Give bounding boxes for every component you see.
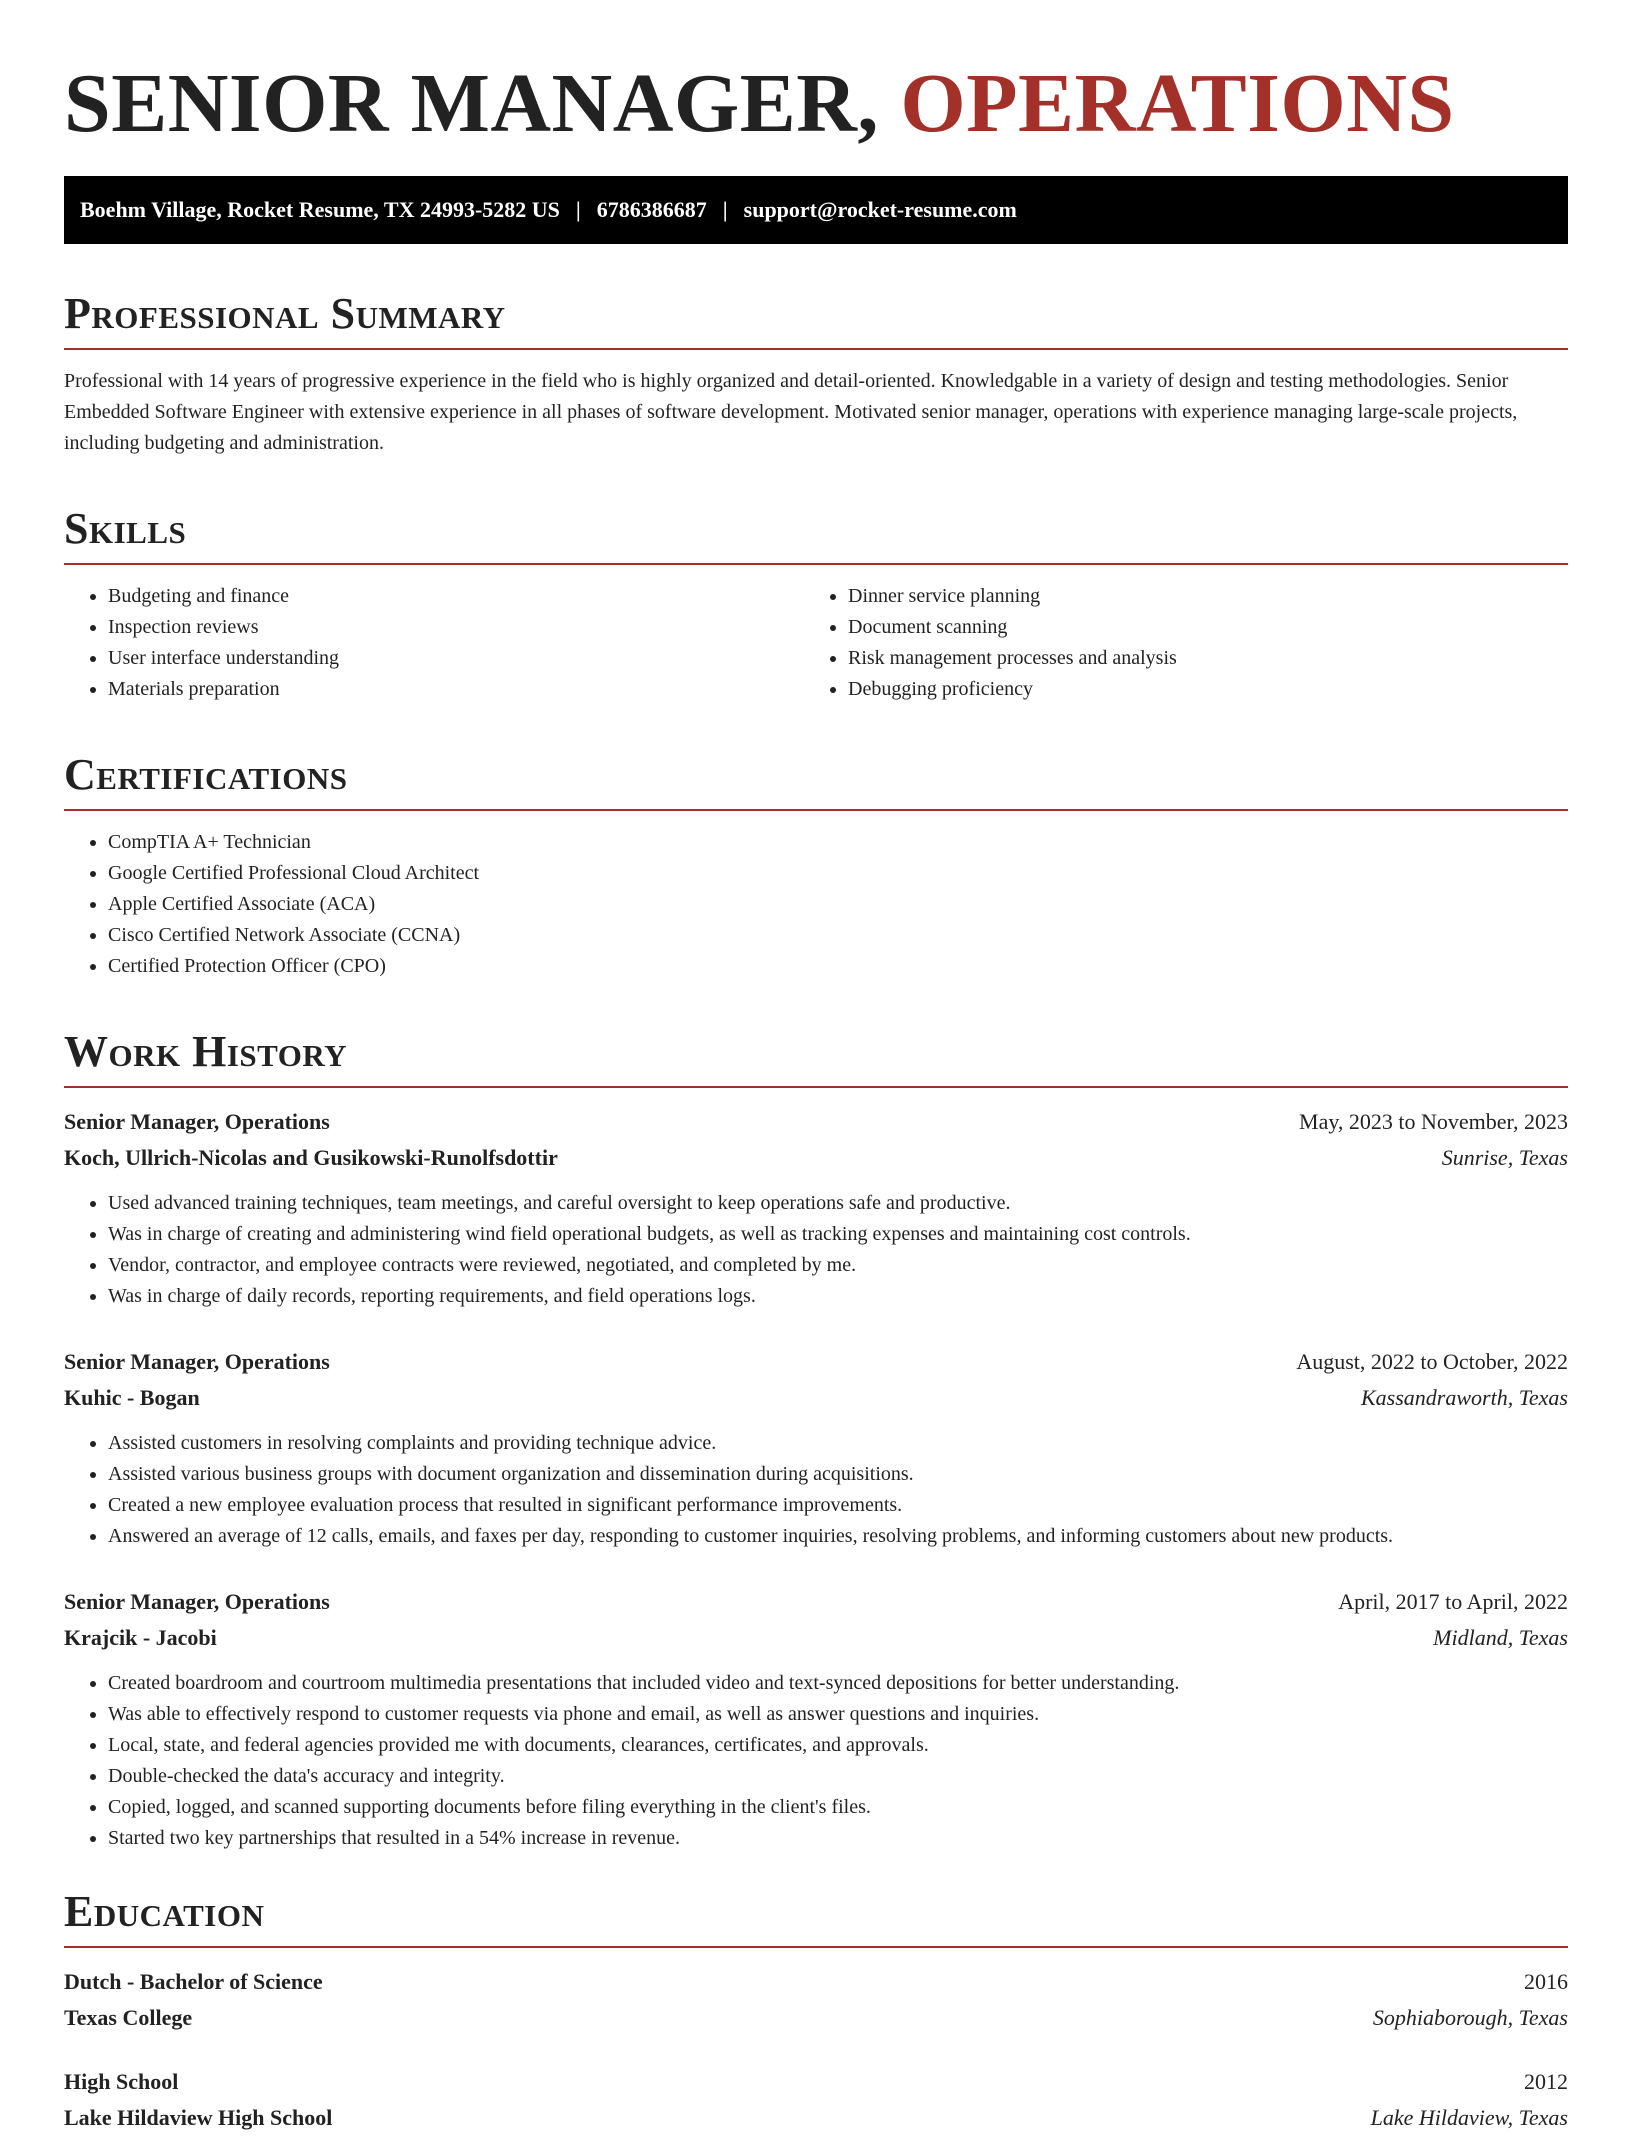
job-bullet: • Was able to effectively respond to customer requests via phone and email, as well as answer questions and inquiries. — [108, 1699, 1568, 1730]
certification-item: • Certified Protection Officer (CPO) — [108, 951, 1568, 982]
job-title: Senior Manager, Operations — [64, 1349, 330, 1374]
contact-separator: | — [722, 197, 728, 222]
contact-email: support@rocket-resume.com — [743, 197, 1017, 222]
job-dates: May, 2023 to November, 2023 — [1299, 1109, 1568, 1134]
skill-item: • Risk management processes and analysis — [848, 643, 1568, 674]
education-year: 2016 — [1524, 1969, 1568, 1994]
section-divider — [64, 563, 1568, 565]
skill-item: • Document scanning — [848, 612, 1568, 643]
work-history-heading: Work History — [64, 1027, 348, 1076]
job-bullet: • Assisted customers in resolving complaints and providing technique advice. — [108, 1428, 1568, 1459]
education-heading: Education — [64, 1887, 265, 1936]
skill-item: • Debugging proficiency — [848, 674, 1568, 705]
job-title: Senior Manager, Operations — [64, 1589, 330, 1614]
section-divider — [64, 348, 1568, 350]
skill-item: • Materials preparation — [108, 674, 804, 705]
job-entry — [64, 1344, 1568, 1552]
job-bullets — [64, 1428, 1568, 1552]
job-entry — [64, 1104, 1568, 1312]
title-accent: OPERATIONS — [900, 57, 1455, 150]
education-school: Lake Hildaview High School — [64, 2105, 333, 2130]
skill-item: • User interface understanding — [108, 643, 804, 674]
certification-item: • Apple Certified Associate (ACA) — [108, 889, 1568, 920]
job-location: Midland, Texas — [1433, 1625, 1568, 1650]
education-school-row — [64, 2000, 1568, 2036]
summary-text: Professional with 14 years of progressive experience in the field who is highly organized and detail-oriented. Knowledgable in a variety of design and testing methodologies. Senior Embedded Software Engineer with extensive experience in all phases of software development. Motivated senior manager, operations with experience managing large-scale projects, including budgeting and administration. — [64, 370, 1518, 454]
education-school-row — [64, 2100, 1568, 2136]
job-bullet: • Started two key partnerships that resulted in a 54% increase in revenue. — [108, 1823, 1568, 1854]
job-header-row — [64, 1104, 1568, 1140]
skills-grid — [64, 581, 1568, 705]
skills-list-right — [804, 581, 1568, 705]
education-section — [64, 1886, 1568, 2136]
education-entry — [64, 1964, 1568, 2036]
job-company: Kuhic - Bogan — [64, 1385, 200, 1410]
job-bullet: • Assisted various business groups with document organization and dissemination during acquisitions. — [108, 1459, 1568, 1490]
job-bullet: • Vendor, contractor, and employee contracts were reviewed, negotiated, and completed by me. — [108, 1250, 1568, 1281]
certifications-list — [64, 827, 1568, 982]
job-bullet: • Double-checked the data's accuracy and integrity. — [108, 1761, 1568, 1792]
job-company-row — [64, 1140, 1568, 1176]
skill-item: • Dinner service planning — [848, 581, 1568, 612]
certification-item: • CompTIA A+ Technician — [108, 827, 1568, 858]
job-bullet: • Used advanced training techniques, team meetings, and careful oversight to keep operations safe and productive. — [108, 1188, 1568, 1219]
job-company: Koch, Ullrich-Nicolas and Gusikowski-Runolfsdottir — [64, 1145, 558, 1170]
education-location: Sophiaborough, Texas — [1372, 2005, 1568, 2030]
job-bullet: • Created boardroom and courtroom multimedia presentations that included video and text-synced depositions for better understanding. — [108, 1668, 1568, 1699]
job-bullet: • Was in charge of creating and administering wind field operational budgets, as well as tracking expenses and maintaining cost controls. — [108, 1219, 1568, 1250]
job-bullets — [64, 1668, 1568, 1854]
job-bullet: • Answered an average of 12 calls, emails, and faxes per day, responding to customer inquiries, resolving problems, and informing customers about new products. — [108, 1521, 1568, 1552]
job-dates: August, 2022 to October, 2022 — [1296, 1349, 1568, 1374]
education-degree: Dutch - Bachelor of Science — [64, 1969, 323, 1994]
job-bullets — [64, 1188, 1568, 1312]
skill-item: • Budgeting and finance — [108, 581, 804, 612]
section-divider — [64, 1086, 1568, 1088]
section-divider — [64, 1946, 1568, 1948]
job-bullet: • Copied, logged, and scanned supporting documents before filing everything in the client's files. — [108, 1792, 1568, 1823]
contact-phone: 6786386687 — [596, 197, 707, 222]
job-bullet: • Created a new employee evaluation process that resulted in significant performance improvements. — [108, 1490, 1568, 1521]
contact-address: Boehm Village, Rocket Resume, TX 24993-5282 US — [80, 197, 560, 222]
education-school: Texas College — [64, 2005, 193, 2030]
job-entry — [64, 1584, 1568, 1854]
certifications-section — [64, 749, 1568, 982]
education-degree-row — [64, 2064, 1568, 2100]
job-dates: April, 2017 to April, 2022 — [1338, 1589, 1568, 1614]
contact-bar — [64, 176, 1568, 244]
education-year: 2012 — [1524, 2069, 1568, 2094]
skill-item: • Inspection reviews — [108, 612, 804, 643]
summary-section — [64, 288, 1568, 459]
certifications-heading: Certifications — [64, 750, 348, 799]
resume-title — [64, 56, 1568, 152]
summary-heading: Professional Summary — [64, 289, 506, 338]
job-bullet: • Was in charge of daily records, reporting requirements, and field operations logs. — [108, 1281, 1568, 1312]
education-degree: High School — [64, 2069, 179, 2094]
title-main: SENIOR MANAGER, — [64, 57, 901, 150]
skills-list-left — [64, 581, 804, 705]
certification-item: • Cisco Certified Network Associate (CCNA) — [108, 920, 1568, 951]
skills-heading: Skills — [64, 504, 187, 553]
job-company-row — [64, 1380, 1568, 1416]
education-degree-row — [64, 1964, 1568, 2000]
work-history-section — [64, 1026, 1568, 1854]
job-header-row — [64, 1584, 1568, 1620]
job-company-row — [64, 1620, 1568, 1656]
section-divider — [64, 809, 1568, 811]
job-header-row — [64, 1344, 1568, 1380]
job-location: Sunrise, Texas — [1441, 1145, 1568, 1170]
contact-separator: | — [575, 197, 581, 222]
certification-item: • Google Certified Professional Cloud Architect — [108, 858, 1568, 889]
job-bullet: • Local, state, and federal agencies provided me with documents, clearances, certificates, and approvals. — [108, 1730, 1568, 1761]
job-location: Kassandraworth, Texas — [1360, 1385, 1568, 1410]
skills-section — [64, 503, 1568, 705]
job-title: Senior Manager, Operations — [64, 1109, 330, 1134]
education-entry — [64, 2064, 1568, 2136]
job-company: Krajcik - Jacobi — [64, 1625, 217, 1650]
education-location: Lake Hildaview, Texas — [1370, 2105, 1568, 2130]
